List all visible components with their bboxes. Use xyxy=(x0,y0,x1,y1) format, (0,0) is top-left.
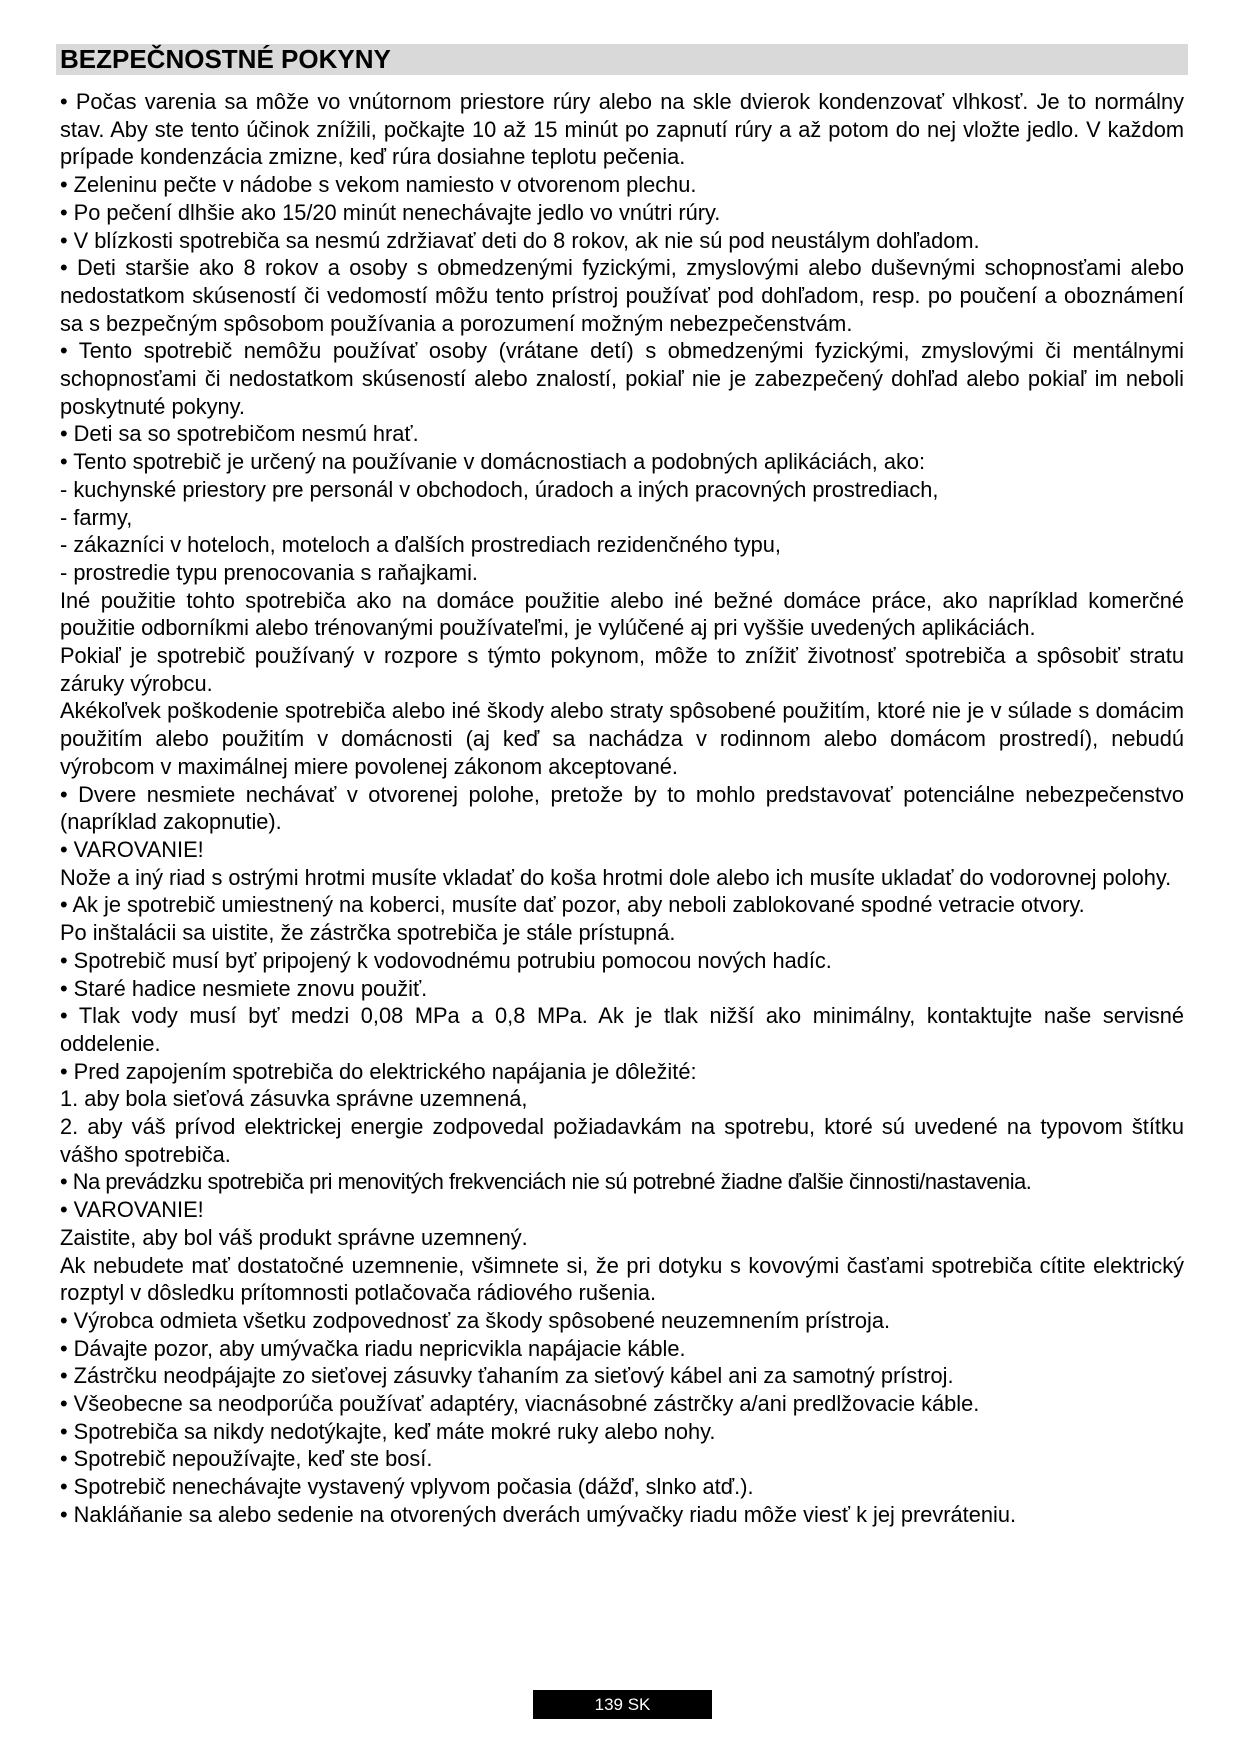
paragraph: • Zeleninu pečte v nádobe s vekom namiesto v otvorenom plechu. xyxy=(60,172,697,198)
paragraph: • Spotrebič nenechávajte vystavený vplyvom počasia (dážď, slnko atď.). xyxy=(60,1474,754,1500)
paragraph: • Spotrebič musí byť pripojený k vodovodnému potrubiu pomocou nových hadíc. xyxy=(60,947,832,973)
paragraph: 1. aby bola sieťová zásuvka správne uzemnená, xyxy=(60,1086,528,1112)
paragraph: • V blízkosti spotrebiča sa nesmú zdržiavať deti do 8 rokov, ak nie sú pod neustálym dohľadom. xyxy=(60,227,980,253)
section-title: BEZPEČNOSTNÉ POKYNY xyxy=(56,44,1188,75)
paragraph: • Počas varenia sa môže vo vnútornom priestore rúry alebo na skle dvierok kondenzovať vlhkosť. Je to normálny stav. Aby ste tento účinok znížili, počkajte 10 až 15 minút po zapnutí rúry a až potom do nej vložte jedlo. V každom prípade kondenzácia zmizne, keď rúra dosiahne teplotu pečenia. xyxy=(60,89,1184,170)
paragraph: • Zástrčku neodpájajte zo sieťovej zásuvky ťahaním za sieťový kábel ani za samotný prístroj. xyxy=(60,1363,954,1389)
page-number-badge: 139 SK xyxy=(533,1690,712,1719)
paragraph: • Deti staršie ako 8 rokov a osoby s obmedzenými fyzickými, zmyslovými alebo duševnými schopnosťami alebo nedostatkom skúseností či vedomostí môžu tento prístroj používať pod dohľadom, resp. po poučení a oboznámení sa s bezpečným spôsobom používania a porozumení možným nebezpečenstvám. xyxy=(60,255,1184,336)
paragraph: • Výrobca odmieta všetku zodpovednosť za škody spôsobené neuzemnením prístroja. xyxy=(60,1307,891,1333)
paragraph: Nože a iný riad s ostrými hrotmi musíte vkladať do koša hrotmi dole alebo ich musíte ukladať do vodorovnej polohy. xyxy=(60,864,1172,890)
paragraph: • Deti sa so spotrebičom nesmú hrať. xyxy=(60,421,419,447)
paragraph: Ak nebudete mať dostatočné uzemnenie, všimnete si, že pri dotyku s kovovými časťami spotrebiča cítite elektrický rozptyl v dôsledku prítomnosti potlačovača rádiového rušenia. xyxy=(60,1252,1184,1306)
paragraph: • Staré hadice nesmiete znovu použiť. xyxy=(60,975,428,1001)
paragraph: • Tento spotrebič je určený na používanie v domácnostiach a podobných aplikáciách, ako: xyxy=(60,449,926,475)
paragraph: • Po pečení dlhšie ako 15/20 minút nenechávajte jedlo vo vnútri rúry. xyxy=(60,199,721,225)
safety-instructions-body xyxy=(60,88,1184,1529)
paragraph: • Nakláňanie sa alebo sedenie na otvorených dverách umývačky riadu môže viesť k jej prevráteniu. xyxy=(60,1501,1016,1527)
paragraph: • Tento spotrebič nemôžu používať osoby (vrátane detí) s obmedzenými fyzickými, zmyslovými či mentálnymi schopnosťami či nedostatkom skúseností alebo znalostí, pokiaľ nie je zabezpečený dohľad alebo pokiaľ im neboli poskytnuté pokyny. xyxy=(60,338,1184,419)
paragraph: • Ak je spotrebič umiestnený na koberci, musíte dať pozor, aby neboli zablokované spodné vetracie otvory. xyxy=(60,892,1085,918)
paragraph: - prostredie typu prenocovania s raňajkami. xyxy=(60,559,478,585)
paragraph: • VAROVANIE! xyxy=(60,1197,204,1223)
paragraph: • Pred zapojením spotrebiča do elektrického napájania je dôležité: xyxy=(60,1058,697,1084)
paragraph: • Všeobecne sa neodporúča používať adaptéry, viacnásobné zástrčky a/ani predlžovacie káble. xyxy=(60,1391,980,1417)
paragraph: Po inštalácii sa uistite, že zástrčka spotrebiča je stále prístupná. xyxy=(60,920,676,946)
paragraph: - zákazníci v hoteloch, moteloch a ďalších prostrediach rezidenčného typu, xyxy=(60,532,781,558)
paragraph: • Na prevádzku spotrebiča pri menovitých frekvenciách nie sú potrebné žiadne ďalšie činnosti/nastavenia. xyxy=(60,1169,1032,1195)
paragraph: • VAROVANIE! xyxy=(60,836,204,862)
paragraph: • Spotrebič nepoužívajte, keď ste bosí. xyxy=(60,1446,433,1472)
paragraph: Pokiaľ je spotrebič používaný v rozpore s týmto pokynom, môže to znížiť životnosť spotrebiča a spôsobiť stratu záruky výrobcu. xyxy=(60,643,1184,696)
paragraph: Akékoľvek poškodenie spotrebiča alebo iné škody alebo straty spôsobené použitím, ktoré nie je v súlade s domácim použitím alebo použitím v domácnosti (aj keď sa nachádza v rodinnom alebo domácom prostredí), nebudú výrobcom v maximálnej miere povolenej zákonom akceptované. xyxy=(60,698,1184,779)
paragraph: - kuchynské priestory pre personál v obchodoch, úradoch a iných pracovných prostrediach, xyxy=(60,476,939,502)
paragraph: • Spotrebiča sa nikdy nedotýkajte, keď máte mokré ruky alebo nohy. xyxy=(60,1418,716,1444)
paragraph: • Dvere nesmiete nechávať v otvorenej polohe, pretože by to mohlo predstavovať potenciálne nebezpečenstvo (napríklad zakopnutie). xyxy=(60,781,1184,835)
paragraph: • Tlak vody musí byť medzi 0,08 MPa a 0,8 MPa. Ak je tlak nižší ako minimálny, kontaktujte naše servisné oddelenie. xyxy=(60,1003,1184,1056)
paragraph: - farmy, xyxy=(60,504,133,530)
paragraph: Iné použitie tohto spotrebiča ako na domáce použitie alebo iné bežné domáce práce, ako napríklad komerčné použitie odborníkmi alebo trénovanými používateľmi, je vylúčené aj pri vyššie uvedených aplikáciách. xyxy=(60,587,1184,641)
paragraph: 2. aby váš prívod elektrickej energie zodpovedal požiadavkám na spotrebu, ktoré sú uvedené na typovom štítku vášho spotrebiča. xyxy=(60,1114,1184,1167)
paragraph: Zaistite, aby bol váš produkt správne uzemnený. xyxy=(60,1224,528,1250)
paragraph: • Dávajte pozor, aby umývačka riadu nepricvikla napájacie káble. xyxy=(60,1335,686,1361)
